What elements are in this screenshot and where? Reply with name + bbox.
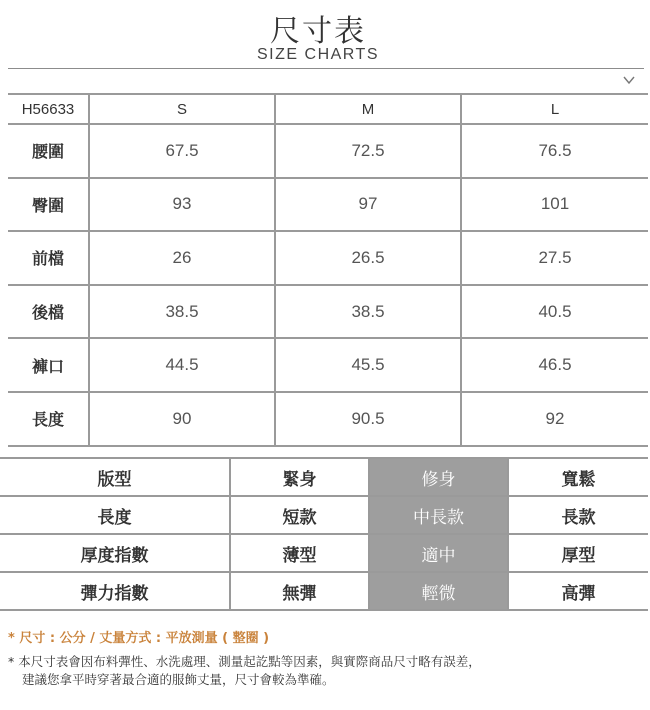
fit-option: 寬鬆 bbox=[508, 458, 648, 496]
measurement-value: 90.5 bbox=[275, 392, 461, 446]
measurement-value: 90 bbox=[89, 392, 275, 446]
fit-option-selected: 輕微 bbox=[369, 572, 508, 610]
table-row bbox=[8, 285, 648, 339]
fit-option-selected: 修身 bbox=[369, 458, 508, 496]
title-divider bbox=[8, 68, 644, 69]
measurement-value: 101 bbox=[461, 178, 648, 232]
measurement-value: 76.5 bbox=[461, 124, 648, 178]
table-row bbox=[8, 178, 648, 232]
product-code: H56633 bbox=[8, 94, 89, 124]
measurement-value: 26 bbox=[89, 231, 275, 285]
page-subtitle: SIZE CHARTS bbox=[257, 46, 379, 63]
table-row bbox=[8, 231, 648, 285]
table-row bbox=[8, 338, 648, 392]
fit-option: 高彈 bbox=[508, 572, 648, 610]
fit-row bbox=[0, 534, 648, 572]
measurement-value: 45.5 bbox=[275, 338, 461, 392]
fit-row bbox=[0, 458, 648, 496]
size-label-l: L bbox=[461, 94, 648, 124]
measurement-value: 38.5 bbox=[275, 285, 461, 339]
fit-option: 長款 bbox=[508, 496, 648, 534]
measurement-label: 腰圍 bbox=[8, 124, 89, 178]
fit-attribute-label: 彈力指數 bbox=[0, 572, 230, 610]
fit-option: 薄型 bbox=[230, 534, 369, 572]
fit-attribute-label: 厚度指數 bbox=[0, 534, 230, 572]
measurement-value: 72.5 bbox=[275, 124, 461, 178]
measurement-value: 38.5 bbox=[89, 285, 275, 339]
measurement-value: 67.5 bbox=[89, 124, 275, 178]
chevron-down-icon[interactable] bbox=[622, 74, 636, 86]
unit-note: * 尺寸 : 公分 / 丈量方式 : 平放測量 ( 整圈 ) bbox=[8, 631, 270, 646]
measurement-value: 26.5 bbox=[275, 231, 461, 285]
size-header-row bbox=[8, 94, 648, 124]
page-title: 尺寸表 bbox=[270, 14, 366, 49]
measurement-value: 27.5 bbox=[461, 231, 648, 285]
fit-attribute-label: 版型 bbox=[0, 458, 230, 496]
measurement-value: 46.5 bbox=[461, 338, 648, 392]
disclaimer-note bbox=[8, 653, 638, 689]
fit-option-selected: 中長款 bbox=[369, 496, 508, 534]
fit-row bbox=[0, 572, 648, 610]
measurement-value: 40.5 bbox=[461, 285, 648, 339]
measurement-label: 臀圍 bbox=[8, 178, 89, 232]
fit-attributes-table bbox=[0, 457, 648, 611]
measurement-value: 93 bbox=[89, 178, 275, 232]
measurement-label: 長度 bbox=[8, 392, 89, 446]
fit-attribute-label: 長度 bbox=[0, 496, 230, 534]
table-row bbox=[8, 124, 648, 178]
size-chart-table bbox=[8, 93, 648, 447]
fit-row bbox=[0, 496, 648, 534]
measurement-label: 後檔 bbox=[8, 285, 89, 339]
disclaimer-line-2: 建議您拿平時穿著最合適的服飾丈量，尺寸會較為準確。 bbox=[22, 672, 335, 687]
measurement-value: 44.5 bbox=[89, 338, 275, 392]
measurement-value: 97 bbox=[275, 178, 461, 232]
table-row bbox=[8, 392, 648, 446]
fit-option: 緊身 bbox=[230, 458, 369, 496]
measurement-label: 前檔 bbox=[8, 231, 89, 285]
fit-option: 短款 bbox=[230, 496, 369, 534]
disclaimer-line-1: * 本尺寸表會因布料彈性、水洗處理、測量起訖點等因素，與實際商品尺寸略有誤差， bbox=[8, 654, 481, 669]
size-label-m: M bbox=[275, 94, 461, 124]
size-label-s: S bbox=[89, 94, 275, 124]
measurement-value: 92 bbox=[461, 392, 648, 446]
fit-option: 厚型 bbox=[508, 534, 648, 572]
fit-option: 無彈 bbox=[230, 572, 369, 610]
fit-option-selected: 適中 bbox=[369, 534, 508, 572]
measurement-label: 褲口 bbox=[8, 338, 89, 392]
